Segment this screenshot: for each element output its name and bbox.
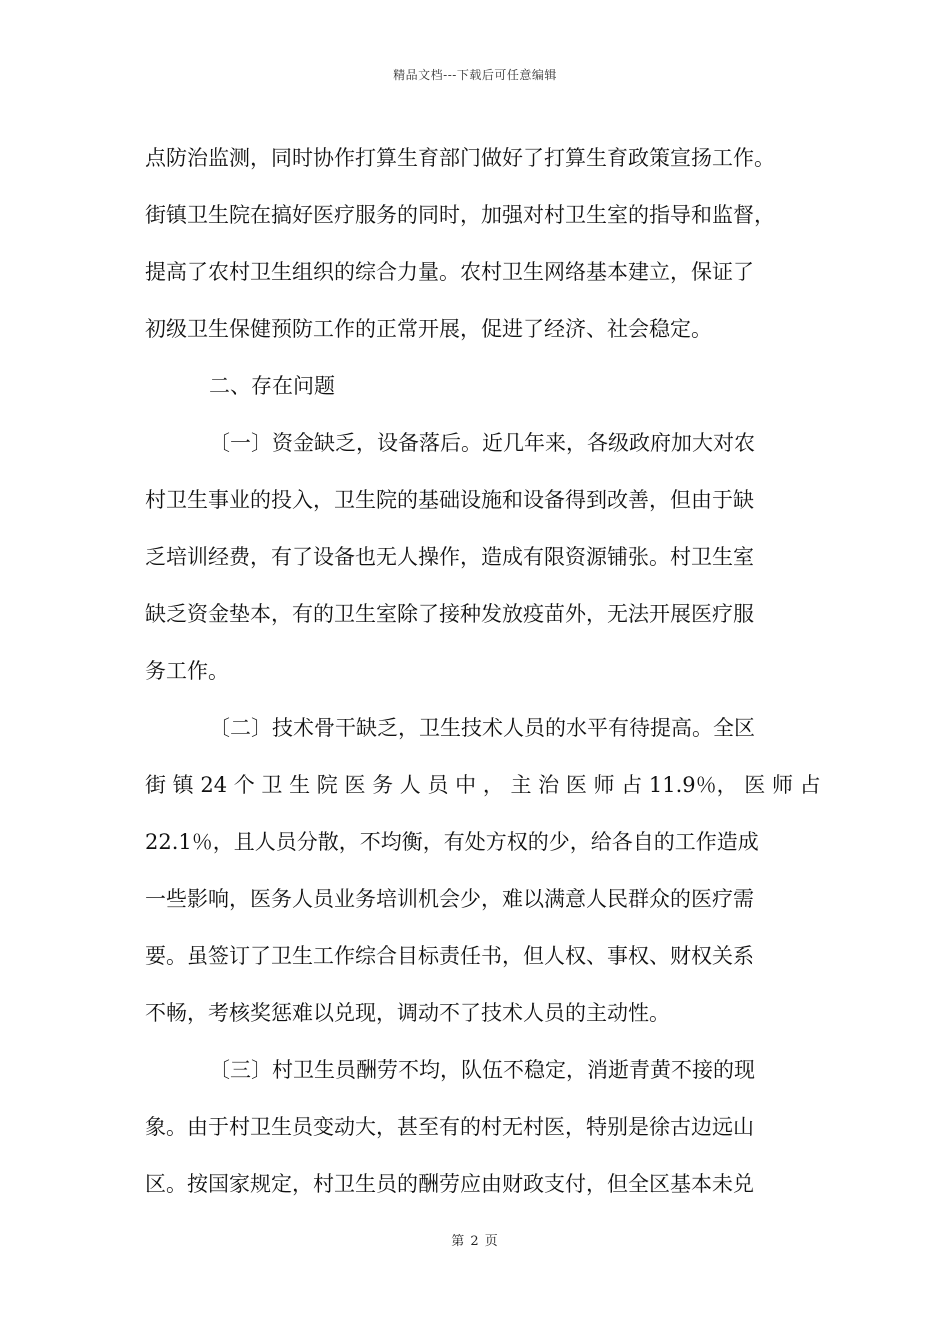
text-line: 街镇卫生院在搞好医疗服务的同时，加强对村卫生室的指导和监督， — [145, 203, 775, 227]
text-line: 街 镇 24 个 卫 生 院 医 务 人 员 中 ， 主 治 医 师 占 11.9％， 医 师 占 — [145, 773, 821, 797]
text-line: 初级卫生保健预防工作的正常开展，促进了经济、社会稳定。 — [145, 317, 712, 341]
paragraph-start-line: 〔一〕资金缺乏，设备落后。近几年来，各级政府加大对农 — [209, 431, 755, 455]
text-line: 缺乏资金垫本，有的卫生室除了接种发放疫苗外，无法开展医疗服 — [145, 602, 754, 626]
page-number: 第 2 页 — [451, 1234, 499, 1249]
paragraph-start-line: 〔二〕技术骨干缺乏，卫生技术人员的水平有待提高。全区 — [209, 716, 755, 740]
text-line: 乏培训经费，有了设备也无人操作，造成有限资源铺张。村卫生室 — [145, 545, 754, 569]
page-header: 精品文档---下载后可任意编辑 — [393, 68, 557, 82]
text-line: 象。由于村卫生员变动大，甚至有的村无村医，特别是徐古边远山 — [145, 1115, 754, 1139]
text-line: 点防治监测，同时协作打算生育部门做好了打算生育政策宣扬工作。 — [145, 146, 775, 170]
text-line: 22.1％，且人员分散，不均衡，有处方权的少，给各自的工作造成 — [145, 830, 759, 854]
document-body — [145, 130, 825, 1213]
text-line: 务工作。 — [145, 659, 229, 683]
text-line: 提高了农村卫生组织的综合力量。农村卫生网络基本建立，保证了 — [145, 260, 754, 284]
text-line: 不畅，考核奖惩难以兑现，调动不了技术人员的主动性。 — [145, 1001, 670, 1025]
text-line: 区。按国家规定，村卫生员的酬劳应由财政支付，但全区基本未兑 — [145, 1172, 754, 1196]
section-heading: 二、存在问题 — [209, 374, 335, 398]
text-line: 村卫生事业的投入，卫生院的基础设施和设备得到改善，但由于缺 — [145, 488, 754, 512]
paragraph-start-line: 〔三〕村卫生员酬劳不均，队伍不稳定，消逝青黄不接的现 — [209, 1058, 755, 1082]
text-line: 要。虽签订了卫生工作综合目标责任书，但人权、事权、财权关系 — [145, 944, 754, 968]
text-line: 一些影响，医务人员业务培训机会少，难以满意人民群众的医疗需 — [145, 887, 754, 911]
